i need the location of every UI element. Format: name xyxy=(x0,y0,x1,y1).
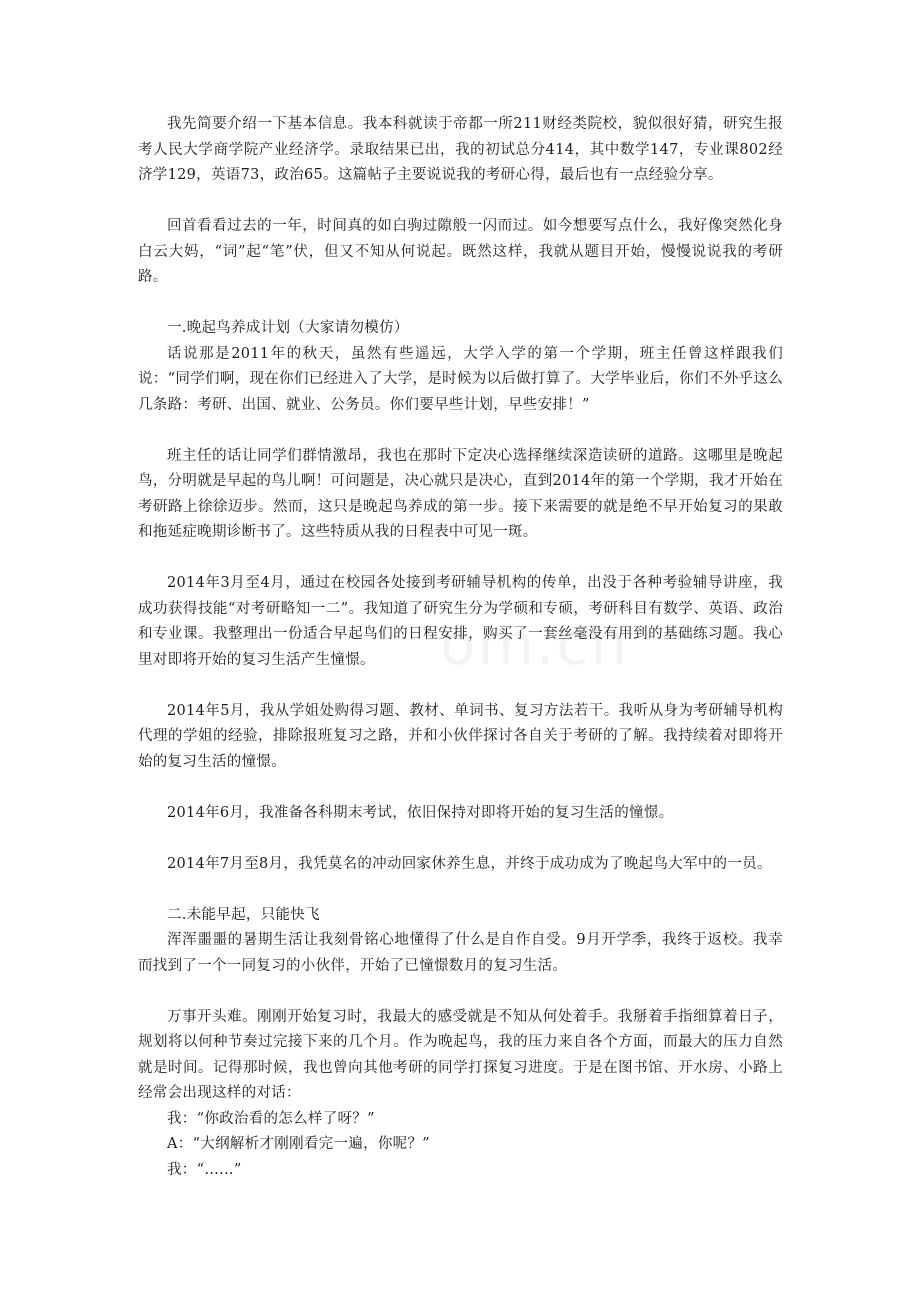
dialog-line-1: 我：“你政治看的怎么样了呀？” xyxy=(167,1110,375,1127)
dialog-line-2: A：“大纲解析才刚刚看完一遍，你呢？” xyxy=(167,1136,430,1152)
paragraph-2014-july-august: 2014年7月至8月，我凭莫名的冲动回家休养生息，并终于成功成为了晚起鸟大军中的一员。 xyxy=(167,855,772,872)
paragraph-september: 浑浑噩噩的暑期生活让我刻骨铭心地懂得了什么是自作自受。9月开学季，我终于返校。我幸而找到了一个一同复习的小伙伴，开始了已憧憬数月的复习生活。 xyxy=(138,932,783,974)
paragraph-2014-march-april: 2014年3月至4月，通过在校园各处接到考研辅导机构的传单，出没于各种考验辅导讲座，我成功获得技能“对考研略知一二”。我知道了研究生分为学硕和专硕，考研科目有数学、英语、政治和专业课。我整理出一份适合早起鸟们的日程安排，购买了一套丝毫没有用到的基础练习题。我心里对即将开始的复习生活产生憧憬。 xyxy=(138,575,783,668)
article-body xyxy=(138,112,783,1183)
paragraph-2011-autumn: 话说那是2011年的秋天，虽然有些遥远，大学入学的第一个学期，班主任曾这样跟我们说：“同学们啊，现在你们已经进入了大学，是时候为以后做打算了。大学毕业后，你们不外乎这么几条路：考研、出国、就业、公务员。你们要早些计划，早些安排！” xyxy=(138,345,783,413)
paragraph-2014-june: 2014年6月，我准备各科期末考试，依旧保持对即将开始的复习生活的憧憬。 xyxy=(167,804,674,821)
intro-paragraph: 我先简要介绍一下基本信息。我本科就读于帝都一所211财经类院校，貌似很好猜，研究生报考人民大学商学院产业经济学。录取结果已出，我的初试总分414，其中数学147，专业课802经济学129，英语73，政治65。这篇帖子主要说说我的考研心得，最后也有一点经验分享。 xyxy=(138,116,783,183)
paragraph-2014-may: 2014年5月，我从学姐处购得习题、教材、单词书、复习方法若干。我听从身为考研辅导机构代理的学姐的经验，排除报班复习之路，并和小伙伴探讨各自关于考研的了解。我持续着对即将开始的复习生活的憧憬。 xyxy=(138,702,783,770)
section-heading-1: 一.晚起鸟养成计划（大家请勿模仿） xyxy=(167,320,409,336)
section-heading-2: 二.未能早起，只能快飞 xyxy=(167,906,320,923)
dialog-line-3: 我：“……” xyxy=(167,1161,242,1178)
paragraph-class-teacher: 班主任的话让同学们群情激昂，我也在那时下定决心选择继续深造读研的道路。这哪里是晚起鸟，分明就是早起的鸟儿啊！可问题是，决心就只是决心，直到2014年的第一个学期，我才开始在考研路上徐徐迈步。然而，这只是晚起鸟养成的第一步。接下来需要的就是绝不早开始复习的果敢和拖延症晚期诊断书了。这些特质从我的日程表中可见一斑。 xyxy=(138,447,783,540)
reflection-paragraph: 回首看看过去的一年，时间真的如白驹过隙般一闪而过。如今想要写点什么，我好像突然化身白云大妈，“词”起“笔”伏，但又不知从何说起。既然这样，我就从题目开始，慢慢说说我的考研路。 xyxy=(138,218,783,285)
paragraph-getting-started: 万事开头难。刚刚开始复习时，我最大的感受就是不知从何处着手。我掰着手指细算着日子，规划将以何种节奏过完接下来的几个月。作为晚起鸟，我的压力来自各个方面，而最大的压力自然就是时间。记得那时候，我也曾向其他考研的同学打探复习进度。于是在图书馆、开水房、小路上经常会出现这样的对话： xyxy=(138,1008,783,1101)
